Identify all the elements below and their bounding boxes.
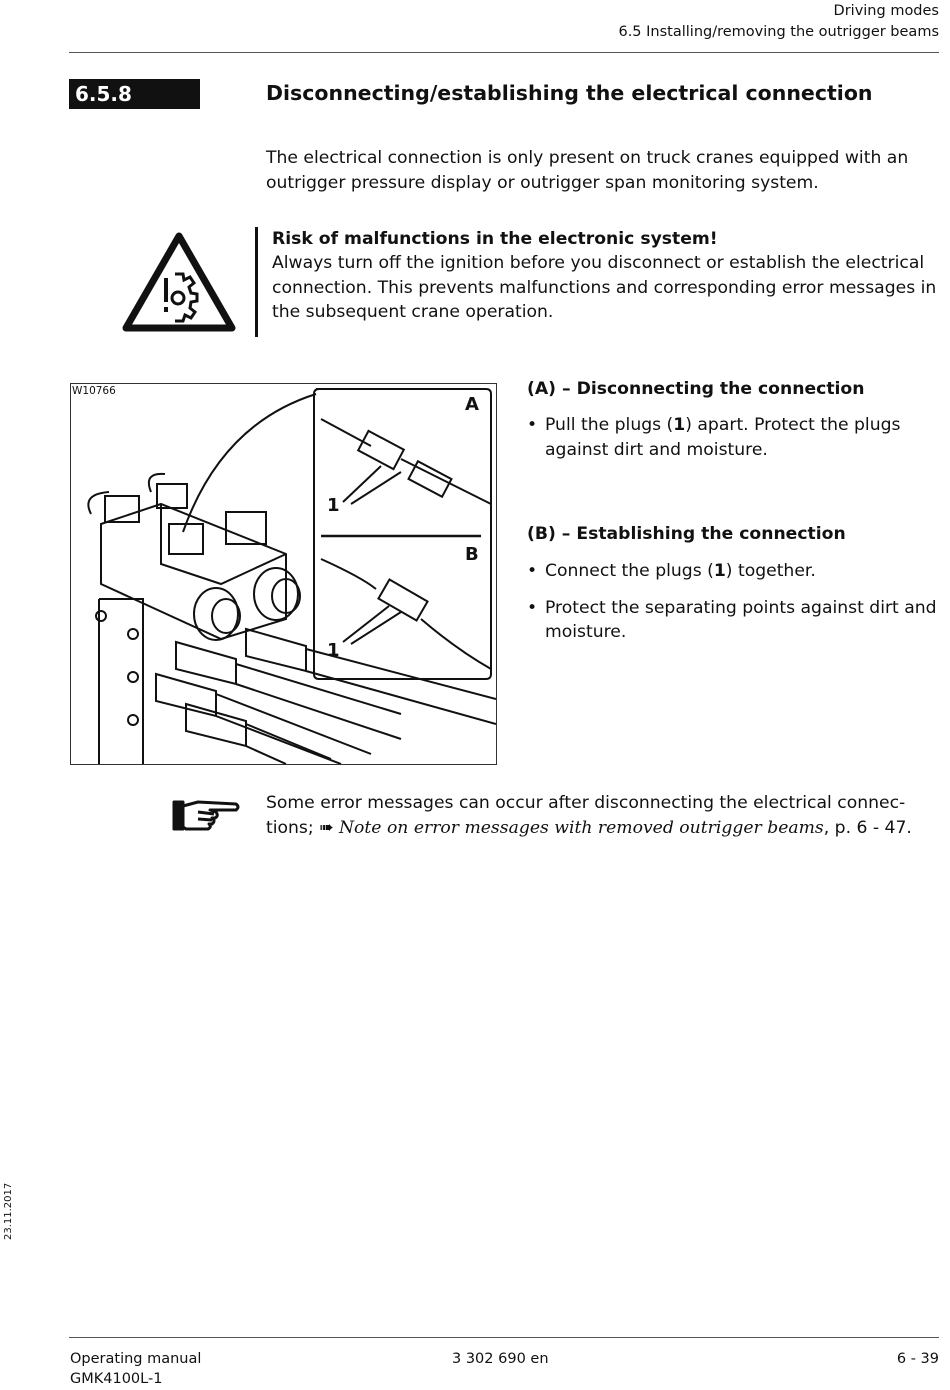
list-item: • Connect the plugs (1) together.: [527, 559, 942, 584]
section-number: 6.5.8: [69, 79, 200, 109]
header-section: 6.5 Installing/removing the outrigger beams: [618, 24, 939, 40]
warning-text: Always turn off the ignition before you disconnect or establish the electrical connection. This prevents malfunctions and corresponding error messages in the subsequent crane operation.: [272, 253, 937, 322]
steps-b-heading: (B) – Establishing the connection: [527, 524, 846, 544]
steps-a-heading: (A) – Disconnecting the connection: [527, 379, 865, 399]
footer-page-number: 6 - 39: [896, 1351, 939, 1367]
section-title: Disconnecting/establishing the electrical connection: [266, 81, 873, 105]
figure-callout-1a: 1: [327, 495, 340, 516]
warning-title: Risk of malfunctions in the electronic system!: [272, 229, 718, 249]
list-item: • Protect the separating points against dirt and moisture.: [527, 596, 942, 645]
figure-label-a: A: [465, 394, 479, 415]
header-chapter: Driving modes: [833, 3, 939, 19]
header-rule: [69, 52, 939, 53]
footer-model: GMK4100L-1: [70, 1371, 163, 1387]
warning-bar: [255, 227, 258, 337]
intro-paragraph: The electrical connection is only present on truck cranes equipped with an outrigger pressure display or outrigger span monitoring system.: [266, 148, 909, 193]
pointing-hand-icon: [172, 798, 242, 834]
warning-electronics-icon: [120, 230, 238, 334]
footer-doc-number: 3 302 690 en: [452, 1351, 549, 1367]
figure-label-b: B: [465, 544, 479, 565]
figure-callout-1b: 1: [327, 640, 340, 661]
cross-reference-link[interactable]: Note on error messages with removed outrigger beams: [339, 817, 824, 838]
footer-doc-type: Operating manual: [70, 1351, 202, 1367]
connector-illustration: [71, 384, 496, 764]
arrow-icon: ➠: [319, 817, 334, 838]
figure-id: W10766: [72, 385, 116, 397]
list-item: • Pull the plugs (1) apart. Protect the plugs against dirt and moisture.: [527, 413, 942, 462]
footer-rule: [69, 1337, 939, 1338]
note-text: Some error messages can occur after disconnecting the electrical connec-tions; ➠ Note on error messages with removed outrigger beams, p. 6 - 47.: [266, 793, 912, 838]
footer-date: 23.11.2017: [3, 1182, 14, 1240]
steps-b-list: [527, 559, 942, 657]
steps-a-list: [527, 413, 942, 474]
